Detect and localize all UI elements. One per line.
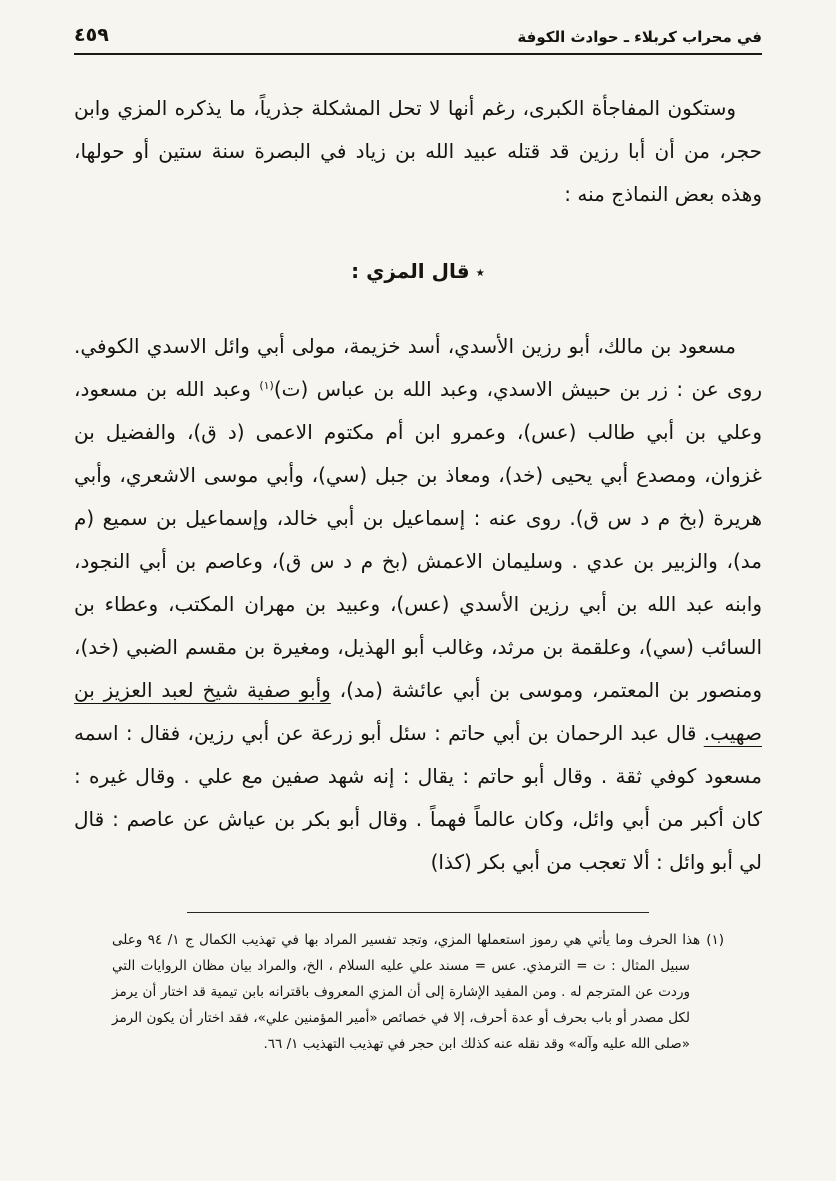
page-header	[74, 24, 762, 46]
footnote-separator	[187, 912, 649, 913]
intro-paragraph: وستكون المفاجأة الكبرى، رغم أنها لا تحل المشكلة جذرياً، ما يذكره المزي وابن حجر، من أن أبا رزين قد قتله عبيد الله بن زياد في البصرة سنة ستين أو حولها، وهذه بعض النماذج منه :	[74, 96, 762, 206]
bio-text-1: مسعود بن مالك، أبو رزين الأسدي، أسد خزيمة، مولى أبي وائل الاسدي الكوفي. روى عن : زر بن حبيش الاسدي، وعبد الله بن عباس (ت)	[74, 334, 762, 401]
header-rule	[74, 53, 762, 55]
section-title: قال المزي :	[351, 259, 470, 283]
section-heading	[74, 250, 762, 295]
biography-paragraph	[74, 325, 762, 884]
star-icon: ٭	[475, 263, 485, 283]
footnotes-section	[112, 927, 724, 1057]
page-number: ٤٥٩	[74, 24, 109, 46]
footnote-1	[112, 927, 724, 1057]
bio-text-3: قال عبد الرحمان بن أبي حاتم : سئل أبو زرعة عن أبي رزين، فقال : اسمه مسعود كوفي ثقة . وقال أبو حاتم : يقال : إنه شهد صفين مع علي . وقال غيره : كان أكبر من أبي وائل، وكان عالماً فهماً . وقال أبو بكر بن عياش عن عاصم : قال لي أبو وائل : ألا تعجب من أبي بكر (كذا)	[74, 721, 762, 874]
footnote-marker: (١)	[706, 932, 725, 948]
bio-underlined-phrase: وأبو صفية شيخ لعبد العزيز بن صهيب.	[74, 678, 762, 745]
running-title: في محراب كربلاء ـ حوادث الكوفة	[517, 28, 762, 46]
bio-text-2: وعبد الله بن مسعود، وعلي بن أبي طالب (عس)، وعمرو ابن أم مكتوم الاعمى (د ق)، والفضيل بن غزوان، ومصدع أبي يحيى (خد)، ومعاذ بن جبل (سي)، وأبي موسى الاشعري، وأبي هريرة (بخ م د س ق). روى عنه : إسماعيل بن أبي خالد، وإسماعيل بن سميع (م مد)، والزبير بن عدي . وسليمان الاعمش (بخ م د س ق)، وعاصم بن أبي النجود، وابنه عبد الله بن أبي رزين الأسدي (عس)، وعبيد بن مهران المكتب، وعطاء بن السائب (سي)، وعلقمة بن مرثد، وغالب أبو الهذيل، ومغيرة بن مقسم الضبي (خد)، ومنصور بن المعتمر، وموسى بن أبي عائشة (مد)،	[74, 377, 763, 702]
footnote-text: هذا الحرف وما يأتي هي رموز استعملها المزي، وتجد تفسير المراد بها في تهذيب الكمال ج ١/ ٩٤ وعلى سبيل المثال : ت = الترمذي. عس = مسند علي عليه السلام ، الخ، والمراد بيان مظان الروايات التي وردت عن المترجم له . ومن المفيد الإشارة إلى أن المزي المعروف باقترانه بابن تيمية قد اختار أن يرمز لكل مصدر أو باب بحرف أو عدة أحرف، إلا في خصائص «أمير المؤمنين علي»، فقد اختار أن يكون الرمز «صلى الله عليه وآله» وقد نقله عنه كذلك ابن حجر في تهذيب التهذيب ١/ ٦٦.	[112, 932, 701, 1052]
footnote-reference: (١)	[259, 379, 274, 392]
